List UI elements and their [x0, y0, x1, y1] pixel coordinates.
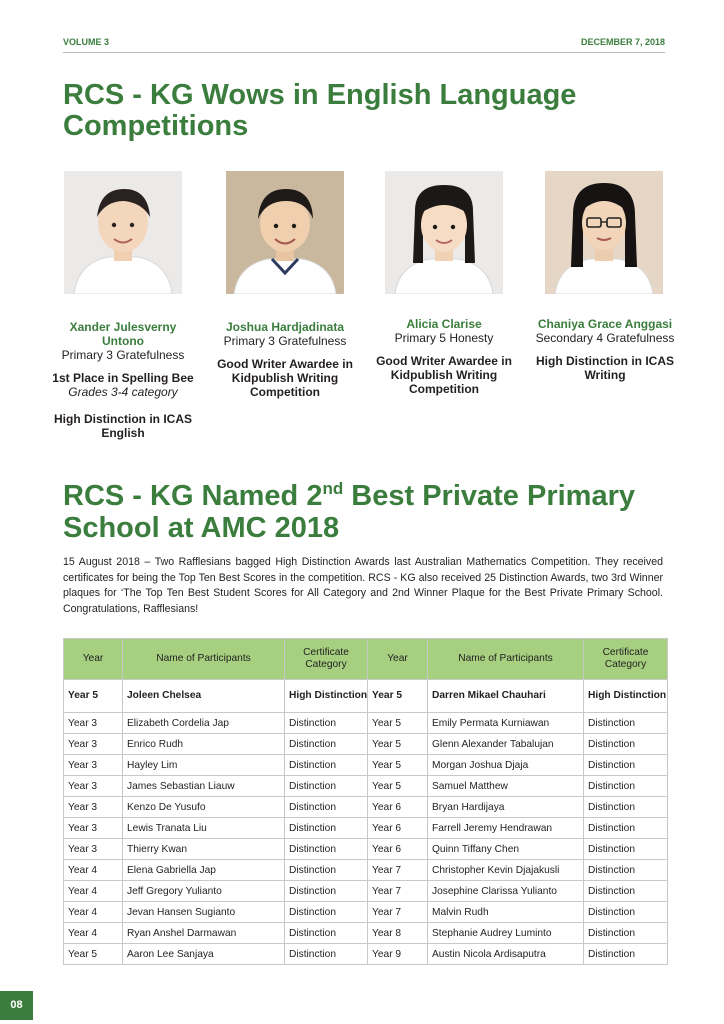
table-cell: Distinction: [285, 881, 368, 902]
table-cell: Thierry Kwan: [123, 839, 285, 860]
table-cell: Quinn Tiffany Chen: [428, 839, 584, 860]
table-cell: Year 5: [64, 680, 123, 713]
table-cell: Bryan Hardijaya: [428, 797, 584, 818]
page-header: [63, 37, 665, 51]
student-card-alicia: [369, 317, 519, 396]
table-cell: Distinction: [584, 902, 668, 923]
student-class: Primary 3 Gratefulness: [223, 334, 347, 348]
table-cell: Emily Permata Kurniawan: [428, 713, 584, 734]
table-row: [64, 776, 668, 797]
table-cell: Ryan Anshel Darmawan: [123, 923, 285, 944]
table-cell: Distinction: [285, 713, 368, 734]
title-superscript: nd: [322, 479, 344, 498]
table-cell: Year 6: [368, 797, 428, 818]
table-cell: Year 8: [368, 923, 428, 944]
date-label: DECEMBER 7, 2018: [580, 37, 665, 47]
title-text-rest: Best Private Primary School at AMC 2018: [63, 480, 636, 544]
table-row: [64, 902, 668, 923]
table-cell: Year 3: [64, 839, 123, 860]
table-row: [64, 755, 668, 776]
column-header: Year: [64, 639, 123, 680]
table-cell: Year 7: [368, 881, 428, 902]
student-award: Good Writer Awardee in Kidpublish Writing Competition: [376, 354, 512, 396]
student-card-chaniya: [530, 317, 680, 382]
table-cell: Lewis Tranata Liu: [123, 818, 285, 839]
table-cell: Distinction: [584, 860, 668, 881]
table-cell: Stephanie Audrey Luminto: [428, 923, 584, 944]
table-cell: Year 3: [64, 713, 123, 734]
column-header: Name of Participants: [428, 639, 584, 680]
table-cell: Distinction: [584, 881, 668, 902]
table-row: [64, 839, 668, 860]
table-cell: Austin Nicola Ardisaputra: [428, 944, 584, 965]
column-header: Year: [368, 639, 428, 680]
table-cell: Year 7: [368, 860, 428, 881]
table-cell: Year 3: [64, 755, 123, 776]
page-number: 08: [0, 991, 33, 1020]
table-cell: Distinction: [584, 755, 668, 776]
column-header: Certificate Category: [584, 639, 668, 680]
student-award: 1st Place in Spelling Bee: [52, 371, 194, 385]
table-cell: Distinction: [285, 776, 368, 797]
student-card-joshua: [210, 320, 360, 399]
article-title-english: RCS - KG Wows in English Language Competitions: [63, 79, 577, 142]
table-cell: Year 3: [64, 797, 123, 818]
table-cell: Distinction: [285, 818, 368, 839]
student-award-category: Grades 3-4 category: [68, 385, 178, 399]
table-cell: Distinction: [285, 734, 368, 755]
table-cell: Hayley Lim: [123, 755, 285, 776]
table-cell: Farrell Jeremy Hendrawan: [428, 818, 584, 839]
table-row: [64, 734, 668, 755]
table-cell: Glenn Alexander Tabalujan: [428, 734, 584, 755]
table-cell: Morgan Joshua Djaja: [428, 755, 584, 776]
table-cell: Elena Gabriella Jap: [123, 860, 285, 881]
table-cell: Distinction: [285, 755, 368, 776]
table-cell: Distinction: [584, 944, 668, 965]
table-row: [64, 797, 668, 818]
title-text: RCS - KG Named 2: [63, 480, 323, 512]
table-cell: Distinction: [285, 797, 368, 818]
table-row: [64, 944, 668, 965]
table-cell: Aaron Lee Sanjaya: [123, 944, 285, 965]
table-cell: Josephine Clarissa Yulianto: [428, 881, 584, 902]
table-cell: Enrico Rudh: [123, 734, 285, 755]
table-cell: Distinction: [584, 734, 668, 755]
student-photo-xander: [64, 171, 182, 294]
table-cell: Distinction: [584, 713, 668, 734]
table-cell: Year 9: [368, 944, 428, 965]
article-title-amc: [63, 480, 663, 544]
table-cell: High Distinction: [285, 680, 368, 713]
table-cell: Year 5: [368, 713, 428, 734]
table-cell: Year 4: [64, 860, 123, 881]
table-row: [64, 860, 668, 881]
student-class: Primary 3 Gratefulness: [61, 348, 185, 362]
table-cell: Year 4: [64, 881, 123, 902]
amc-results-table: [63, 638, 668, 965]
table-cell: Distinction: [584, 839, 668, 860]
table-row: [64, 923, 668, 944]
student-card-xander: [48, 320, 198, 440]
table-cell: Year 5: [64, 944, 123, 965]
table-cell: Distinction: [285, 839, 368, 860]
table-cell: James Sebastian Liauw: [123, 776, 285, 797]
table-cell: Year 6: [368, 839, 428, 860]
student-award: Good Writer Awardee in Kidpublish Writing Competition: [217, 357, 353, 399]
student-name: Xander Julesverny Untono: [69, 320, 177, 348]
student-name: Joshua Hardjadinata: [225, 320, 345, 334]
article-body: 15 August 2018 – Two Rafflesians bagged High Distinction Awards last Australian Mathematics Competition. They received certificates for being the Top Ten Best Scores in the competition. RCS - KG also received 25 Distinction Awards, two 3rd Winner plaques for ‘The Top Ten Best Student Scores for All Category and 2nd Winner Plaque for the Best Private Primary School. Congratulations, Rafflesians!: [63, 556, 663, 615]
table-cell: Year 6: [368, 818, 428, 839]
table-cell: Samuel Matthew: [428, 776, 584, 797]
table-cell: Joleen Chelsea: [123, 680, 285, 713]
table-cell: Year 5: [368, 680, 428, 713]
table-cell: Year 3: [64, 734, 123, 755]
table-cell: Distinction: [285, 902, 368, 923]
student-photo-alicia: [385, 171, 503, 294]
table-cell: Distinction: [584, 818, 668, 839]
column-header: Certificate Category: [285, 639, 368, 680]
table-cell: Year 4: [64, 902, 123, 923]
student-award: High Distinction in ICAS Writing: [536, 354, 674, 382]
student-name: Alicia Clarise: [406, 317, 482, 331]
student-photo-joshua: [226, 171, 344, 294]
header-divider: [63, 52, 665, 53]
table-cell: Darren Mikael Chauhari: [428, 680, 584, 713]
table-cell: Kenzo De Yusufo: [123, 797, 285, 818]
table-cell: Year 3: [64, 776, 123, 797]
table-cell: Distinction: [584, 797, 668, 818]
table-cell: Jevan Hansen Sugianto: [123, 902, 285, 923]
table-cell: Year 5: [368, 734, 428, 755]
volume-label: VOLUME 3: [63, 37, 110, 47]
student-class: Secondary 4 Gratefulness: [535, 331, 675, 345]
table-cell: Distinction: [285, 860, 368, 881]
table-cell: Jeff Gregory Yulianto: [123, 881, 285, 902]
table-cell: Year 5: [368, 755, 428, 776]
table-cell: Year 3: [64, 818, 123, 839]
table-row: [64, 818, 668, 839]
table-header-row: [64, 639, 668, 680]
table-cell: Year 5: [368, 776, 428, 797]
table-row: [64, 713, 668, 734]
student-photo-chaniya: [545, 171, 663, 294]
table-cell: Distinction: [285, 944, 368, 965]
table-cell: Elizabeth Cordelia Jap: [123, 713, 285, 734]
student-award-2: High Distinction in ICAS English: [54, 412, 192, 440]
table-cell: Distinction: [285, 923, 368, 944]
table-row: [64, 881, 668, 902]
student-name: Chaniya Grace Anggasi: [537, 317, 673, 331]
table-cell: Malvin Rudh: [428, 902, 584, 923]
table-cell: Year 7: [368, 902, 428, 923]
table-cell: High Distinction: [584, 680, 668, 713]
table-cell: Christopher Kevin Djajakusli: [428, 860, 584, 881]
table-cell: Distinction: [584, 923, 668, 944]
table-cell: Year 4: [64, 923, 123, 944]
column-header: Name of Participants: [123, 639, 285, 680]
student-class: Primary 5 Honesty: [394, 331, 494, 345]
table-cell: Distinction: [584, 776, 668, 797]
table-row: [64, 680, 668, 713]
